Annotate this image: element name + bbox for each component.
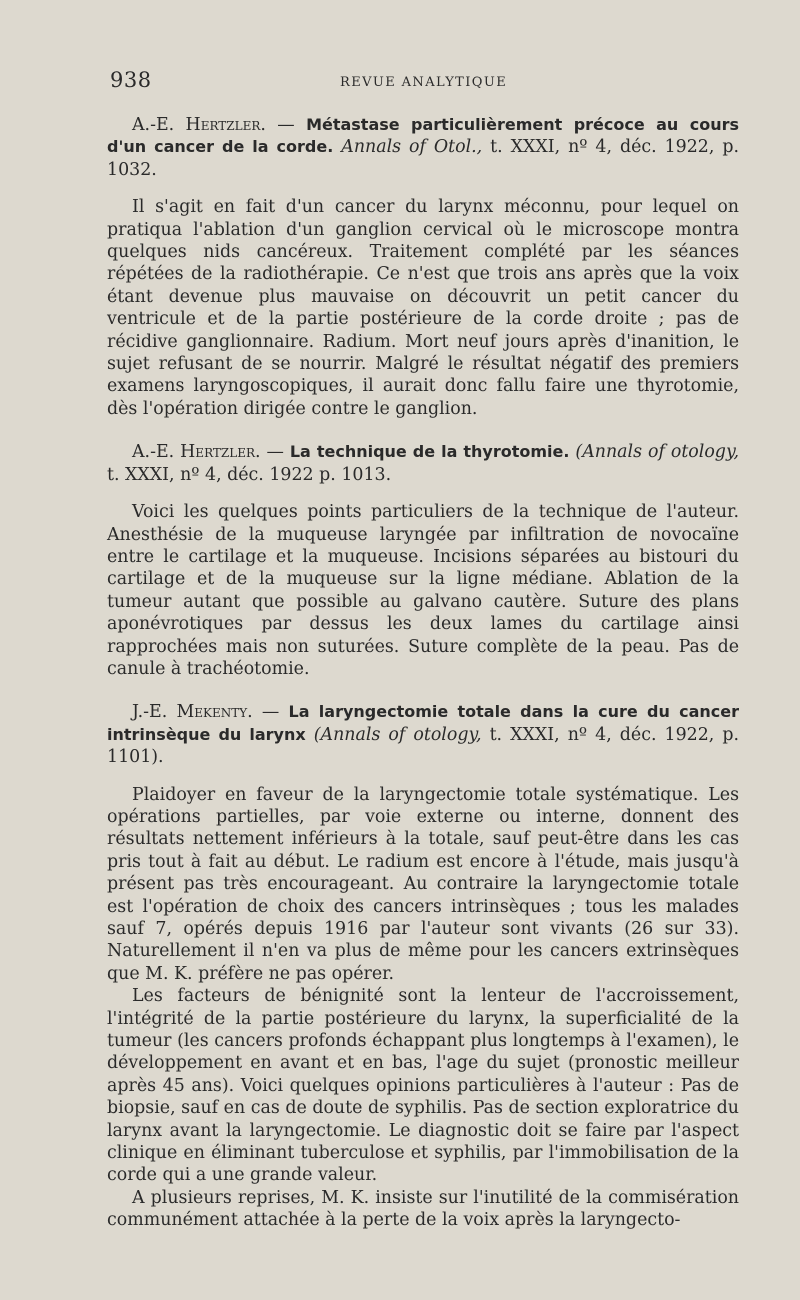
entry-1-citation: t. XXXI, nº 4, déc. 1922, p. 1032. xyxy=(107,137,739,180)
entry-2-author: A.-E. Hertzler. xyxy=(132,442,261,463)
entry-2-journal: (Annals of otology, xyxy=(575,442,739,463)
entry-2-citation: t. XXXI, nº 4, déc. 1922 p. 1013. xyxy=(107,464,392,485)
entry-1-author: A.-E. Hertzler. xyxy=(132,115,266,135)
entry-3-dash: — xyxy=(252,702,289,723)
entry-1-reference xyxy=(107,114,739,181)
entry-3-author: J.-E. Mekenty. xyxy=(132,702,253,723)
page-number: 938 xyxy=(110,68,152,92)
entry-3-paragraph-3: A plusieurs reprises, M. K. insiste sur l'inutilité de la commisération communément attachée à la perte de la voix après la laryngecto- xyxy=(107,1187,739,1231)
entry-3-title: La laryngectomie totale dans la cure du cancer intrinsèque du larynx xyxy=(107,702,739,744)
entry-2-title: La technique de la thyrotomie. xyxy=(289,442,570,462)
entry-2-paragraph-1: Voici les quelques points particuliers de la technique de l'auteur. Anesthésie de la muqueuse laryngée par infiltration de novocaïne entre le cartilage et la muqueuse. Incisions séparées au bistouri du cartilage et de la muqueuse sur la ligne médiane. Ablation de la tumeur autant que possible au galvano cautère. Suture des plans aponévrotiques par dessus les deux lames du cartilage ainsi rapprochées mais non suturées. Suture complète de la peau. Pas de canule à trachéotomie. xyxy=(107,502,739,679)
entry-3-paragraph-2: Les facteurs de bénignité sont la lenteur de l'accroissement, l'intégrité de la partie postérieure du larynx, la superficialité de la tumeur (les cancers profonds échappant plus longtemps à l'examen), le développement en avant et en bas, l'age du sujet (pronostic meilleur après 45 ans). Voici quelques opinions particulières à l'auteur : Pas de biopsie, sauf en cas de doute de syphilis. Pas de section exploratrice du larynx avant la laryngectomie. Le diagnostic doit se faire par l'aspect clinique en éliminant tuberculose et syphilis, par l'immobilisation de la corde qui a une grande valeur. xyxy=(107,986,739,1186)
running-head: REVUE ANALYTIQUE xyxy=(340,75,508,90)
entry-2-dash: — xyxy=(260,442,290,463)
page-content xyxy=(107,114,739,1232)
entry-3-paragraph-1: Plaidoyer en faveur de la laryngectomie totale systématique. Les opérations partielles, par voie externe ou interne, donnent des résultats nettement inférieurs à la totale, sauf peut-être dans les cas pris tout à fait au début. Le radium est encore à l'étude, mais jusqu'à présent pas très encourageant. Au contraire la laryngectomie totale est l'opération de choix des cancers intrinsèques ; tous les malades sauf 7, opérés depuis 1916 par l'auteur sont vivants (26 sur 33). Naturellement il n'en va plus de même pour les cancers extrinsèques que M. K. préfère ne pas opérer. xyxy=(107,784,739,984)
entry-3-reference xyxy=(107,701,739,768)
entry-1-title: Métastase particulièrement précoce au cours d'un cancer de la corde. xyxy=(107,115,739,157)
entry-1-paragraph-1: Il s'agit en fait d'un cancer du larynx méconnu, pour lequel on pratiqua l'ablation d'un ganglion cervical où le microscope montra quelques nids cancéreux. Traitement complété par les séances répétées de la radiothérapie. Ce n'est que trois ans après que la voix étant devenue plus mauvaise on découvrit un petit cancer du ventricule et de la partie postérieure de la corde droite ; pas de récidive ganglionnaire. Radium. Mort neuf jours après d'inanition, le sujet refusant de se nourrir. Malgré le résultat négatif des premiers examens laryngoscopiques, il aurait donc fallu faire une thyrotomie, dès l'opération dirigée contre le ganglion. xyxy=(107,197,739,419)
entry-3-citation: t. XXXI, nº 4, déc. 1922, p. 1101). xyxy=(107,724,740,768)
entry-2-reference xyxy=(107,441,739,486)
page-header xyxy=(110,68,740,98)
entry-3-journal: (Annals of otology, xyxy=(313,724,482,745)
entry-1-journal: Annals of Otol., xyxy=(341,137,483,158)
entry-1-dash: — xyxy=(265,115,307,135)
